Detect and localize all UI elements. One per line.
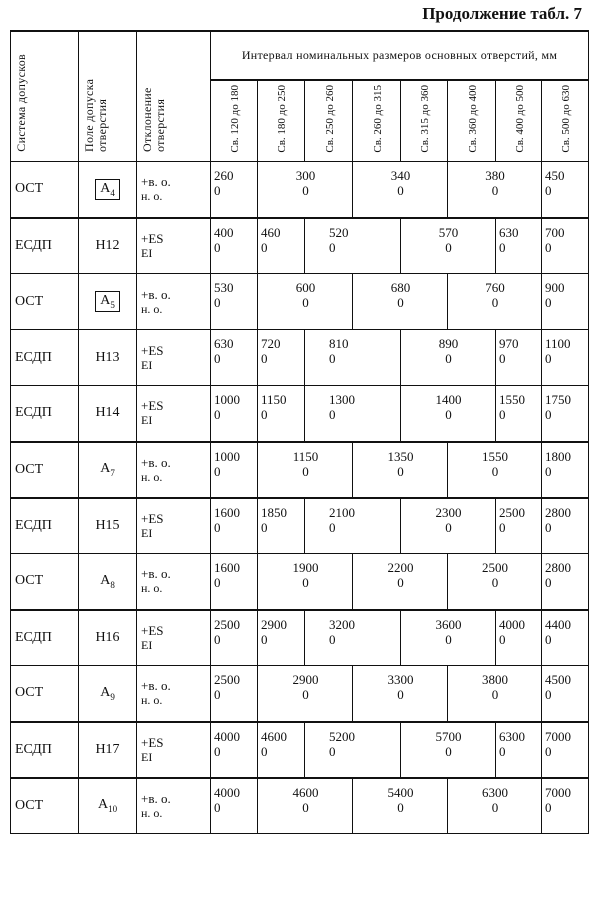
value-cell: 7000 0: [542, 778, 589, 834]
value-cell: 340 0: [353, 162, 448, 218]
value-cell: 6300 0: [496, 722, 542, 778]
value-cell: 400 0: [211, 218, 258, 274]
header-range: Св. 180 до 250: [258, 80, 305, 162]
value-cell: 4400 0: [542, 610, 589, 666]
value-cell: 6300 0: [448, 778, 542, 834]
value-cell: 450 0: [542, 162, 589, 218]
header-range: Св. 400 до 500: [496, 80, 542, 162]
table-caption: Продолжение табл. 7: [422, 4, 582, 23]
table-row: [11, 386, 589, 442]
system-cell: ОСТ: [11, 442, 79, 498]
value-cell: 4600 0: [258, 778, 353, 834]
value-cell: 4000 0: [211, 778, 258, 834]
value-cell: 2300 0: [401, 498, 496, 554]
value-cell: 2900 0: [258, 666, 353, 722]
value-cell: 680 0: [353, 274, 448, 330]
value-cell: 5400 0: [353, 778, 448, 834]
value-cell: 1550 0: [448, 442, 542, 498]
table-row: [11, 498, 589, 554]
value-cell: 2200 0: [353, 554, 448, 610]
value-cell: 1900 0: [258, 554, 353, 610]
header-range: Св. 360 до 400: [448, 80, 496, 162]
deviation-cell: +в. о. н. о.: [137, 554, 211, 610]
deviation-cell: +в. о. н. о.: [137, 274, 211, 330]
value-cell: 630 0: [211, 330, 258, 386]
table-row: [11, 442, 589, 498]
value-cell: 260 0: [211, 162, 258, 218]
table-row: [11, 778, 589, 834]
value-cell: 4600 0: [258, 722, 305, 778]
system-cell: ЕСДП: [11, 330, 79, 386]
field-cell: H14: [79, 386, 137, 442]
header-range: Св. 315 до 360: [401, 80, 448, 162]
value-cell: 4000 0: [211, 722, 258, 778]
deviation-cell: +в. о. н. о.: [137, 666, 211, 722]
system-cell: ЕСДП: [11, 722, 79, 778]
value-cell: 530 0: [211, 274, 258, 330]
value-cell: 890 0: [401, 330, 496, 386]
value-cell: 600 0: [258, 274, 353, 330]
table-row: [11, 722, 589, 778]
field-cell: H17: [79, 722, 137, 778]
value-cell: 2500 0: [496, 498, 542, 554]
deviation-cell: +ES EI: [137, 498, 211, 554]
value-cell: 570 0: [401, 218, 496, 274]
value-cell: 4000 0: [496, 610, 542, 666]
value-cell: 700 0: [542, 218, 589, 274]
header-range: Св. 120 до 180: [211, 80, 258, 162]
value-cell: 1600 0: [211, 498, 258, 554]
value-cell: 1300 0: [305, 386, 401, 442]
system-cell: ЕСДП: [11, 218, 79, 274]
value-cell: 1600 0: [211, 554, 258, 610]
value-cell: 2500 0: [211, 610, 258, 666]
table-row: [11, 666, 589, 722]
value-cell: 520 0: [305, 218, 401, 274]
value-cell: 1000 0: [211, 386, 258, 442]
value-cell: 1800 0: [542, 442, 589, 498]
value-cell: 1750 0: [542, 386, 589, 442]
value-cell: 3600 0: [401, 610, 496, 666]
value-cell: 1100 0: [542, 330, 589, 386]
header-range: Св. 250 до 260: [305, 80, 353, 162]
header-deviation: Отклонение отверстия: [137, 31, 211, 162]
value-cell: 720 0: [258, 330, 305, 386]
value-cell: 3800 0: [448, 666, 542, 722]
value-cell: 1350 0: [353, 442, 448, 498]
value-cell: 3200 0: [305, 610, 401, 666]
table-row: [11, 330, 589, 386]
field-cell: $A_7$: [79, 442, 137, 498]
system-cell: ОСТ: [11, 274, 79, 330]
header-field: Поле допуска отверстия: [79, 31, 137, 162]
system-cell: ОСТ: [11, 554, 79, 610]
table-row: [11, 274, 589, 330]
value-cell: 2100 0: [305, 498, 401, 554]
field-cell: $A_9$: [79, 666, 137, 722]
value-cell: 2800 0: [542, 498, 589, 554]
value-cell: 300 0: [258, 162, 353, 218]
deviation-cell: +ES EI: [137, 218, 211, 274]
table-row: [11, 218, 589, 274]
header-range: Св. 260 до 315: [353, 80, 401, 162]
deviation-cell: +ES EI: [137, 722, 211, 778]
table-row: [11, 554, 589, 610]
header-range: Св. 500 до 630: [542, 80, 589, 162]
value-cell: 1150 0: [258, 386, 305, 442]
system-cell: ОСТ: [11, 778, 79, 834]
table-row: [11, 162, 589, 218]
system-cell: ОСТ: [11, 666, 79, 722]
value-cell: 5700 0: [401, 722, 496, 778]
system-cell: ЕСДП: [11, 498, 79, 554]
value-cell: 2500 0: [211, 666, 258, 722]
deviation-cell: +в. о. н. о.: [137, 162, 211, 218]
field-cell: $A_4$: [79, 162, 137, 218]
value-cell: 2500 0: [448, 554, 542, 610]
deviation-cell: +в. о. н. о.: [137, 442, 211, 498]
field-cell: $A_{10}$: [79, 778, 137, 834]
value-cell: 460 0: [258, 218, 305, 274]
value-cell: 1550 0: [496, 386, 542, 442]
system-cell: ЕСДП: [11, 610, 79, 666]
value-cell: 3300 0: [353, 666, 448, 722]
deviation-cell: +ES EI: [137, 610, 211, 666]
value-cell: 970 0: [496, 330, 542, 386]
value-cell: 1150 0: [258, 442, 353, 498]
table-row: [11, 610, 589, 666]
header-system: Система допусков: [11, 31, 79, 162]
value-cell: 2800 0: [542, 554, 589, 610]
value-cell: 810 0: [305, 330, 401, 386]
tolerance-table: [10, 30, 589, 834]
value-cell: 5200 0: [305, 722, 401, 778]
value-cell: 380 0: [448, 162, 542, 218]
field-cell: H13: [79, 330, 137, 386]
value-cell: 7000 0: [542, 722, 589, 778]
system-cell: ЕСДП: [11, 386, 79, 442]
value-cell: 900 0: [542, 274, 589, 330]
field-cell: H12: [79, 218, 137, 274]
deviation-cell: +ES EI: [137, 330, 211, 386]
field-cell: H15: [79, 498, 137, 554]
value-cell: 1850 0: [258, 498, 305, 554]
header-size-ranges: Интервал номинальных размеров основных отверстий, мм: [211, 31, 589, 80]
value-cell: 760 0: [448, 274, 542, 330]
deviation-cell: +в. о. н. о.: [137, 778, 211, 834]
deviation-cell: +ES EI: [137, 386, 211, 442]
value-cell: 4500 0: [542, 666, 589, 722]
value-cell: 1400 0: [401, 386, 496, 442]
system-cell: ОСТ: [11, 162, 79, 218]
value-cell: 630 0: [496, 218, 542, 274]
value-cell: 1000 0: [211, 442, 258, 498]
value-cell: 2900 0: [258, 610, 305, 666]
field-cell: $A_8$: [79, 554, 137, 610]
field-cell: $A_5$: [79, 274, 137, 330]
field-cell: H16: [79, 610, 137, 666]
